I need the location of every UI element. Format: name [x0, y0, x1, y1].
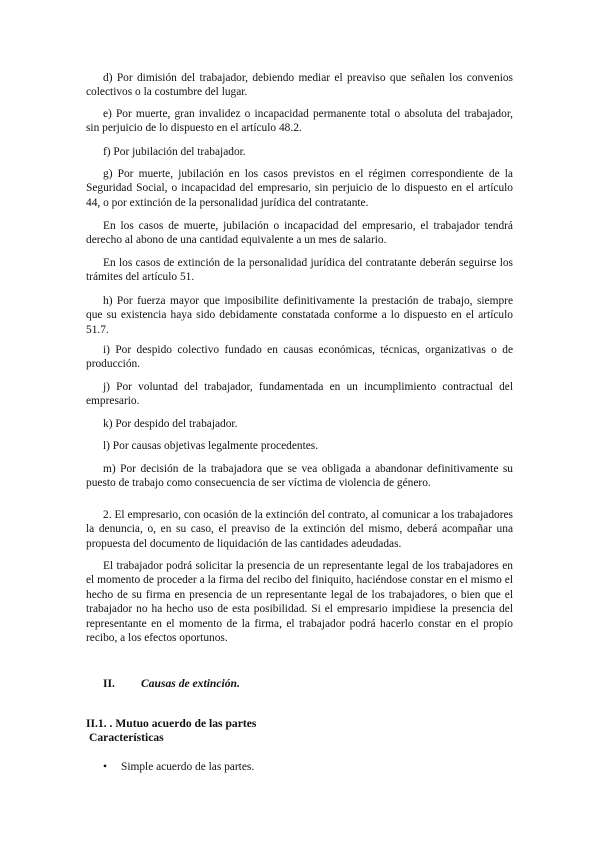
paragraph-g: g) Por muerte, jubilación en los casos previstos en el régimen correspondiente de la Seguridad Social, o incapacidad del empresario, sin perjuicio de lo dispuesto en el artículo 44, o por extinción de la personalidad jurídica del contratante. [86, 168, 513, 209]
paragraph-k: k) Por despido del trabajador. [103, 418, 238, 430]
paragraph-f: f) Por jubilación del trabajador. [103, 146, 246, 158]
paragraph-finiquito: El trabajador podrá solicitar la presencia de un representante legal de los trabajadores en el momento de proceder a la firma del recibo del finiquito, haciéndose constar en el mismo el hecho de su firma en presencia de un representante legal de los trabajadores, o bien que el trabajador no ha hecho uso de esta posibilidad. Si el empresario impidiese la presencia del representante en el momento de la firma, el trabajador podrá hacerlo constar en el propio recibo, a los efectos oportunos. [86, 560, 513, 645]
paragraph-legal-person: En los casos de extinción de la personalidad jurídica del contratante deberán seguirse los trámites del artículo 51. [86, 257, 513, 284]
paragraph-m: m) Por decisión de la trabajadora que se vea obligada a abandonar definitivamente su puesto de trabajo como consecuencia de ser víctima de violencia de género. [86, 463, 513, 490]
paragraph-l: l) Por causas objetivas legalmente procedentes. [103, 440, 319, 452]
list-item [103, 760, 254, 774]
list-item-text: Simple acuerdo de las partes. [121, 761, 255, 773]
paragraph-j: j) Por voluntad del trabajador, fundamentada en un incumplimiento contractual del empresario. [86, 381, 513, 408]
paragraph-employer-death: En los casos de muerte, jubilación o incapacidad del empresario, el trabajador tendrá derecho al abono de una cantidad equivalente a un mes de salario. [86, 220, 513, 247]
paragraph-2: 2. El empresario, con ocasión de la extinción del contrato, al comunicar a los trabajadores la denuncia, o, en su caso, el preaviso de la extinción del mismo, deberá acompañar una propuesta del documento de liquidación de las cantidades adeudadas. [86, 509, 513, 550]
paragraph-d: d) Por dimisión del trabajador, debiendo mediar el preaviso que señalen los convenios colectivos o la costumbre del lugar. [86, 72, 513, 99]
subsection-subtitle: Características [89, 731, 164, 744]
subsection-title: II.1. . Mutuo acuerdo de las partes [86, 717, 257, 730]
section-number: II. [103, 677, 115, 690]
paragraph-h: h) Por fuerza mayor que imposibilite definitivamente la prestación de trabajo, siempre que su existencia haya sido debidamente constatada conforme a lo dispuesto en el artículo 51.7. [86, 295, 513, 336]
paragraph-e: e) Por muerte, gran invalidez o incapacidad permanente total o absoluta del trabajador, sin perjuicio de lo dispuesto en el artículo 48.2. [86, 108, 513, 135]
paragraph-i: i) Por despido colectivo fundado en causas económicas, técnicas, organizativas o de producción. [86, 344, 513, 371]
bullet-icon: • [103, 761, 107, 773]
section-title: Causas de extinción. [141, 677, 240, 690]
